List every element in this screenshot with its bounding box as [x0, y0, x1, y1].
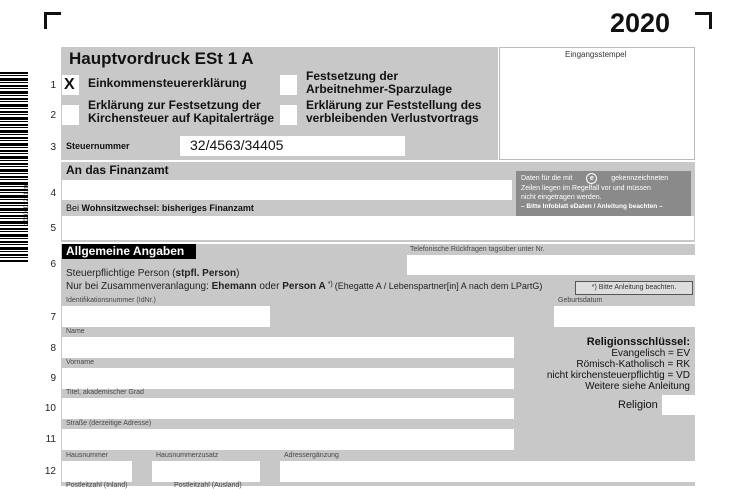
stpfl-prefix: Steuerpflichtige Person (	[66, 268, 176, 279]
finanzamt-field[interactable]	[62, 180, 512, 200]
row-number: 6	[50, 259, 56, 270]
religion-line: Evangelisch = EV	[611, 348, 690, 359]
corner-mark-top-left	[44, 12, 61, 29]
edaten-line	[521, 173, 686, 184]
zusammen-prefix: Nur bei Zusammenveranlagung:	[66, 281, 212, 292]
row-number: 3	[50, 142, 56, 153]
hausnummer-label: Hausnummer	[66, 452, 109, 459]
hausnummer-field[interactable]	[62, 461, 132, 482]
row-number: 9	[50, 373, 56, 384]
hausnummerzusatz-label: Hausnummerzusatz	[156, 452, 219, 459]
row-number: 4	[50, 188, 56, 199]
titel-label: Titel, akademischer Grad	[66, 389, 144, 396]
adressergaenzung-field[interactable]	[280, 461, 695, 482]
edaten-text: gekennzeichneten	[611, 175, 669, 182]
vorname-field[interactable]	[62, 368, 514, 389]
row-number: 2	[50, 110, 56, 121]
religion-line: Römisch-Katholisch = RK	[576, 359, 690, 370]
check-mark: X	[64, 76, 75, 93]
zusammen-mid: oder	[256, 281, 283, 292]
geburtsdatum-label: Geburtsdatum	[558, 297, 603, 304]
anleitung-note: *) Bitte Anleitung beachten.	[575, 281, 693, 295]
religion-title: Religionsschlüssel:	[586, 336, 690, 348]
eingangsstempel-box	[499, 47, 695, 160]
name-label: Name	[66, 328, 85, 335]
telefon-label: Telefonische Rückfragen tagsüber unter Nr.	[410, 246, 545, 253]
titel-field[interactable]	[62, 398, 514, 419]
steuernummer-value: 32/4563/34405	[190, 137, 284, 153]
zusammen-suffix: (Ehegatte A / Lebenspartner[in] A nach dem LPartG)	[334, 281, 543, 291]
bisheriges-finanzamt-field[interactable]	[62, 216, 694, 240]
option-kirchensteuer	[88, 99, 274, 125]
zusammen-person-a: Person A	[282, 281, 326, 292]
wohnsitzwechsel-bold: Wohnsitzwechsel: bisheriges Finanzamt	[81, 203, 254, 213]
e-symbol-icon: e	[586, 173, 597, 184]
corner-mark-top-right	[695, 12, 712, 29]
zusammenveranlagung-label	[66, 281, 542, 292]
zusammen-star: *)	[325, 281, 335, 288]
stpfl-bold: stpfl. Person	[175, 268, 237, 279]
name-field[interactable]	[62, 337, 514, 358]
checkbox-einkommensteuererklaerung[interactable]	[62, 75, 79, 95]
idnr-field[interactable]	[62, 306, 270, 327]
edaten-line: nicht eingetragen werden.	[521, 194, 602, 201]
vorname-label: Vorname	[66, 359, 95, 366]
religion-label: Religion	[618, 399, 658, 411]
row-number: 10	[44, 403, 56, 414]
row-number: 12	[44, 466, 56, 477]
edaten-line: – Bitte Infoblatt eDaten / Anleitung beachten –	[521, 203, 663, 210]
hausnummerzusatz-field[interactable]	[152, 461, 260, 482]
geburtsdatum-field[interactable]	[554, 306, 695, 327]
checkbox-kirchensteuer[interactable]	[62, 105, 79, 125]
option-line: Arbeitnehmer-Sparzulage	[306, 82, 453, 96]
row-number: 1	[50, 80, 56, 91]
option-verlustvortrag	[306, 99, 481, 125]
row-number: 7	[50, 312, 56, 323]
strasse-label: Straße (derzeitige Adresse)	[66, 420, 152, 427]
wohnsitzwechsel-label	[66, 203, 254, 213]
finanzamt-header: An das Finanzamt	[66, 163, 169, 177]
barcode-number: 2020001201201	[24, 181, 30, 225]
religion-field[interactable]	[662, 395, 695, 415]
stpfl-person-label	[66, 268, 239, 279]
religion-line: nicht kirchensteuerpflichtig = VD	[546, 370, 690, 381]
option-line: Festsetzung der	[306, 69, 399, 83]
form-year: 2020	[610, 8, 671, 38]
plz-ausland-label: Postleitzahl (Ausland)	[174, 482, 242, 489]
steuernummer-label: Steuernummer	[66, 141, 130, 151]
barcode	[0, 72, 28, 262]
option-line: Erklärung zur Feststellung des	[306, 98, 482, 112]
row-number: 11	[45, 434, 56, 445]
checkbox-verlustvortrag[interactable]	[280, 105, 297, 125]
option-line: Erklärung zur Festsetzung der	[88, 98, 261, 112]
edaten-text: Daten für die mit	[521, 175, 573, 182]
form-title: Hauptvordruck ESt 1 A	[69, 49, 254, 68]
checkbox-sparzulage[interactable]	[280, 75, 297, 95]
telefon-field[interactable]	[407, 255, 695, 275]
plz-inland-label: Postleitzahl (Inland)	[66, 482, 128, 489]
option-line: Kirchensteuer auf Kapitalerträge	[88, 111, 275, 125]
edaten-note	[516, 171, 691, 216]
zusammen-ehemann: Ehemann	[211, 281, 257, 292]
option-sparzulage	[306, 70, 452, 96]
allgemeine-header: Allgemeine Angaben	[62, 244, 196, 259]
eingangsstempel-label: Eingangsstempel	[565, 50, 627, 59]
religion-line: Weitere siehe Anleitung	[585, 381, 690, 392]
edaten-line: Zeilen liegen im Regelfall vor und müssen	[521, 185, 651, 192]
row-number: 5	[50, 223, 56, 234]
strasse-field[interactable]	[62, 429, 514, 450]
stpfl-suffix: )	[236, 268, 240, 279]
wohnsitzwechsel-prefix: Bei	[66, 203, 82, 213]
option-einkommensteuererklaerung: Einkommensteuererklärung	[88, 76, 247, 90]
idnr-label: Identifikationsnummer (IdNr.)	[66, 297, 156, 304]
option-line: verbleibenden Verlustvortrags	[306, 111, 479, 125]
adressergaenzung-label: Adressergänzung	[284, 452, 339, 459]
religion-key	[524, 337, 690, 392]
row-number: 8	[50, 343, 56, 354]
